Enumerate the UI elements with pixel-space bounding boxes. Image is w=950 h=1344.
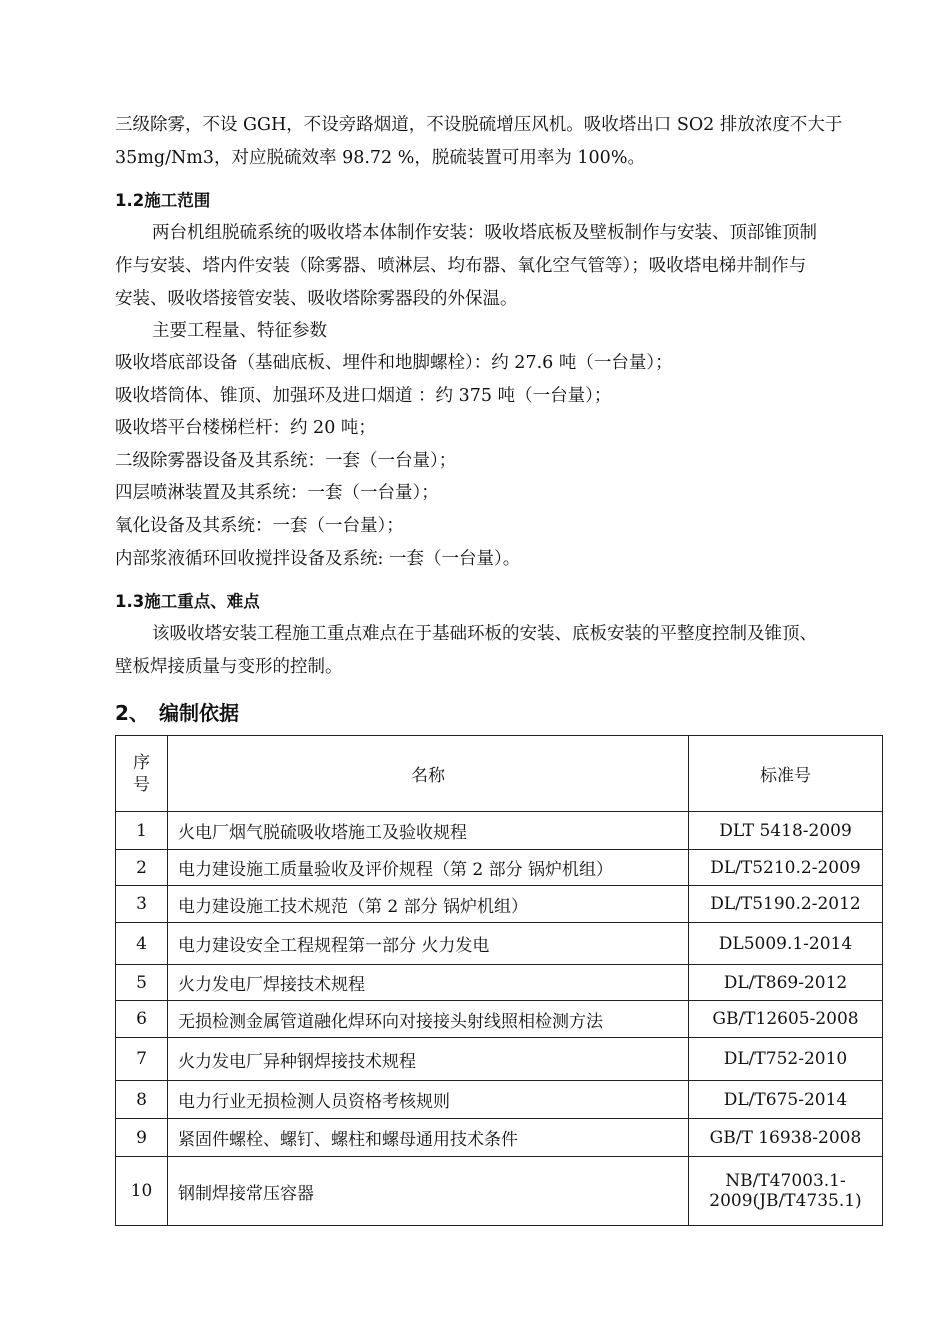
row-name: 电力建设施工质量验收及评价规程（第 2 部分 锅炉机组） xyxy=(168,850,689,886)
table-row xyxy=(116,1119,883,1157)
standards-table xyxy=(115,735,883,1226)
header-code: 标准号 xyxy=(689,736,883,812)
row-index: 4 xyxy=(116,923,168,965)
paragraph-line: 35mg/Nm3，对应脱硫效率 98.72 %，脱硫装置可用率为 100%。 xyxy=(115,148,645,168)
paragraph-line: 安装、吸收塔接管安装、吸收塔除雾器段的外保温。 xyxy=(115,289,518,309)
row-index: 2 xyxy=(116,850,168,886)
paragraph-line: 两台机组脱硫系统的吸收塔本体制作安装：吸收塔底板及壁板制作与安装、顶部锥顶制 xyxy=(152,223,817,243)
paragraph-line: 作与安装、塔内件安装（除雾器、喷淋层、均布器、氧化空气管等）；吸收塔电梯井制作与 xyxy=(115,256,807,276)
row-code: DL5009.1-2014 xyxy=(689,923,883,965)
table-row xyxy=(116,1038,883,1081)
row-code: DL/T675-2014 xyxy=(689,1081,883,1119)
section-heading-1-3: 1.3施工重点、难点 xyxy=(115,592,260,611)
row-name: 电力建设安全工程规程第一部分 火力发电 xyxy=(168,923,689,965)
row-name: 火力发电厂焊接技术规程 xyxy=(168,965,689,1001)
quantity-item: 吸收塔平台楼梯栏杆：约 20 吨； xyxy=(115,418,376,438)
section-heading-2 xyxy=(115,699,239,727)
quantity-item: 氧化设备及其系统：一套（一台量）； xyxy=(115,516,404,536)
row-name: 电力建设施工技术规范（第 2 部分 锅炉机组） xyxy=(168,886,689,923)
row-name: 钢制焊接常压容器 xyxy=(168,1157,689,1226)
row-index: 7 xyxy=(116,1038,168,1081)
row-code: DL/T752-2010 xyxy=(689,1038,883,1081)
section-title: 编制依据 xyxy=(159,701,239,725)
row-name: 火力发电厂异种钢焊接技术规程 xyxy=(168,1038,689,1081)
quantity-item: 吸收塔底部设备（基础底板、埋件和地脚螺栓）：约 27.6 吨（一台量）； xyxy=(115,353,673,373)
row-code: GB/T12605-2008 xyxy=(689,1001,883,1038)
table-row xyxy=(116,886,883,923)
row-name: 无损检测金属管道融化焊环向对接接头射线照相检测方法 xyxy=(168,1001,689,1038)
table-row xyxy=(116,1001,883,1038)
row-name: 紧固件螺栓、螺钉、螺柱和螺母通用技术条件 xyxy=(168,1119,689,1157)
row-index: 6 xyxy=(116,1001,168,1038)
quantity-item: 吸收塔筒体、锥顶、加强环及进口烟道 ：约 375 吨（一台量）； xyxy=(115,386,612,406)
row-code: GB/T 16938-2008 xyxy=(689,1119,883,1157)
table-row xyxy=(116,965,883,1001)
header-index: 序 号 xyxy=(116,736,168,812)
row-index: 9 xyxy=(116,1119,168,1157)
header-name: 名称 xyxy=(168,736,689,812)
quantity-item: 四层喷淋装置及其系统：一套（一台量）； xyxy=(115,483,439,503)
row-index: 1 xyxy=(116,812,168,850)
quantities-title: 主要工程量、特征参数 xyxy=(152,321,327,341)
row-code: DLT 5418-2009 xyxy=(689,812,883,850)
table-header-row xyxy=(116,736,883,812)
row-name: 火电厂烟气脱硫吸收塔施工及验收规程 xyxy=(168,812,689,850)
table-row xyxy=(116,923,883,965)
row-name: 电力行业无损检测人员资格考核规则 xyxy=(168,1081,689,1119)
table-row xyxy=(116,850,883,886)
row-index: 3 xyxy=(116,886,168,923)
row-index: 10 xyxy=(116,1157,168,1226)
row-index: 8 xyxy=(116,1081,168,1119)
section-number: 2、 xyxy=(115,701,149,725)
table-row xyxy=(116,1157,883,1226)
paragraph-line: 该吸收塔安装工程施工重点难点在于基础环板的安装、底板安装的平整度控制及锥顶、 xyxy=(152,624,817,644)
table-row xyxy=(116,1081,883,1119)
paragraph-line: 壁板焊接质量与变形的控制。 xyxy=(115,657,343,677)
table-row xyxy=(116,812,883,850)
row-code: NB/T47003.1- 2009(JB/T4735.1) xyxy=(689,1157,883,1226)
section-heading-1-2: 1.2施工范围 xyxy=(115,191,211,210)
row-code: DL/T869-2012 xyxy=(689,965,883,1001)
quantity-item: 二级除雾器设备及其系统：一套（一台量）； xyxy=(115,451,457,471)
quantity-item: 内部浆液循环回收搅拌设备及系统: 一套（一台量）。 xyxy=(115,549,521,569)
row-index: 5 xyxy=(116,965,168,1001)
paragraph-line: 三级除雾，不设 GGH，不设旁路烟道，不设脱硫增压风机。吸收塔出口 SO2 排放浓度不大于 xyxy=(115,115,843,135)
row-code: DL/T5210.2-2009 xyxy=(689,850,883,886)
row-code: DL/T5190.2-2012 xyxy=(689,886,883,923)
